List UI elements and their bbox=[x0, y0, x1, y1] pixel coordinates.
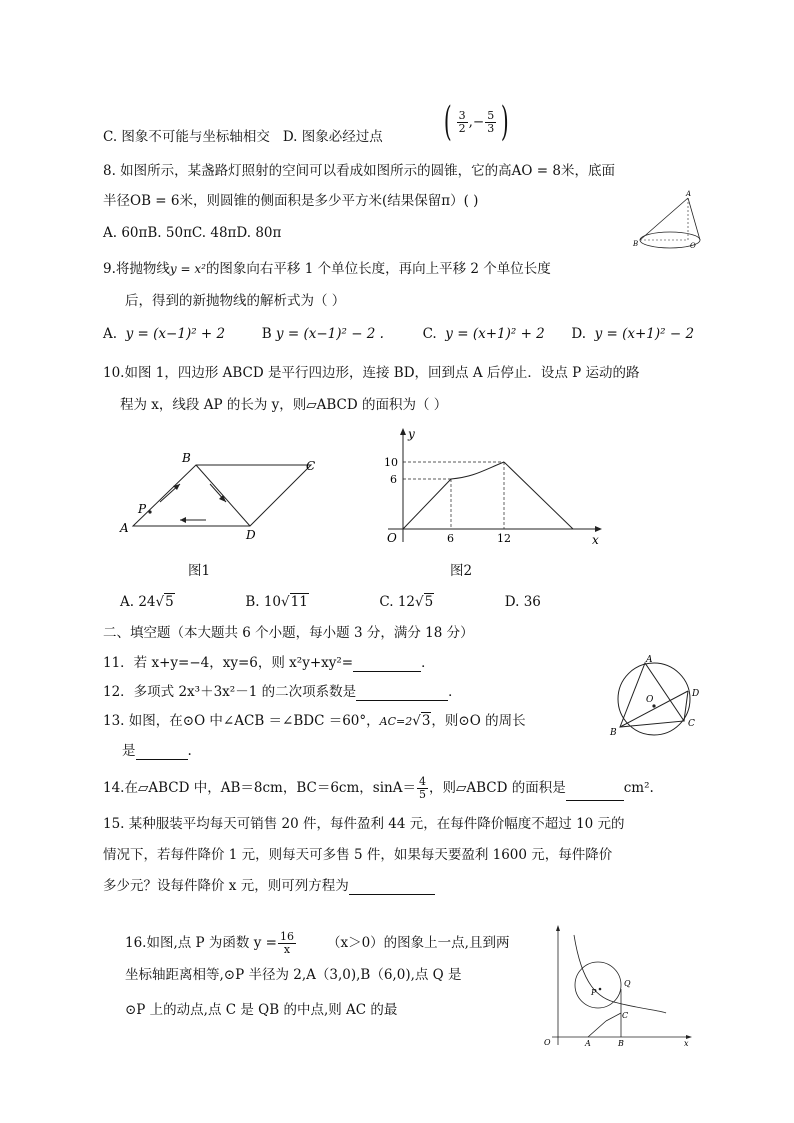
q16-line2: 坐标轴距离相等,⊙P 半径为 2,A（3,0),B（6,0),点 Q 是 bbox=[125, 967, 462, 983]
q10-opt-c-radicand: 5 bbox=[424, 594, 434, 610]
q9-opt-c-label: C. bbox=[422, 326, 437, 342]
q16-label-c: C bbox=[622, 1011, 629, 1020]
q13-ac-radicand: 3 bbox=[421, 713, 431, 729]
cone-label-apex: A bbox=[686, 190, 692, 198]
fig1-label-p: P bbox=[138, 502, 147, 516]
q9-opt-b: y = (x−1)² − 2 . bbox=[275, 326, 384, 342]
q10-line2: 程为 x，线段 AP 的长为 y，则▱ABCD 的面积为（ ） bbox=[120, 397, 448, 413]
q16-label-b: B bbox=[618, 1039, 624, 1048]
q14-text-b: ，则▱ABCD 的面积是 bbox=[428, 780, 566, 796]
q13-line2 bbox=[122, 742, 192, 760]
q12-answer-blank[interactable] bbox=[356, 686, 448, 701]
q11-end: ． bbox=[421, 655, 435, 671]
q15-line3-text: 多少元？设每件降价 x 元，则可列方程为 bbox=[103, 878, 349, 894]
q15-answer-blank[interactable] bbox=[349, 880, 435, 895]
q9-text-a: 9.将抛物线 bbox=[103, 261, 170, 277]
q7-comma: , bbox=[468, 114, 473, 130]
q7-point: ( $\frac{3}{2}$ , − $\frac{5}{3}$ ) bbox=[443, 99, 509, 145]
q7-y-frac: $\frac{5}{3}$ bbox=[487, 108, 495, 135]
q9-options bbox=[103, 325, 694, 343]
q12-text: 12．多项式 2x³＋3x²－1 的二次项系数是 bbox=[103, 684, 357, 700]
q13-line2-text: 是 bbox=[122, 743, 136, 759]
q7-opt-c-text: C. 图象不可能与坐标轴相交 bbox=[103, 129, 270, 145]
q13-label-d: D bbox=[692, 689, 700, 699]
q10-opt-b: B. 10 bbox=[245, 594, 281, 610]
q9-opt-d-label: D. bbox=[571, 326, 586, 342]
q10-options: A. 24√5 B. 10√11 C. 12√5 D. 36 bbox=[120, 594, 541, 610]
cone-label-center: O bbox=[690, 242, 696, 250]
q14-answer-blank[interactable] bbox=[566, 786, 624, 801]
q13-end: . bbox=[187, 743, 192, 759]
cone-figure bbox=[630, 190, 710, 262]
fig2-label-y6: 6 bbox=[390, 473, 397, 486]
q13-text-a: 13. 如图，在⊙O 中∠ACB ＝∠BDC ＝60°， bbox=[103, 713, 380, 729]
q10-opt-a: A. 24 bbox=[120, 594, 156, 610]
cone-label-left: B bbox=[633, 240, 639, 248]
q7-option-c bbox=[103, 128, 383, 146]
q16-fraction: $\frac{16}{x}$ bbox=[279, 930, 294, 956]
q9-equation: y = x² bbox=[169, 262, 206, 276]
fig2-x-arrow bbox=[595, 526, 602, 532]
q9-opt-c: y = (x+1)² + 2 bbox=[445, 326, 545, 342]
fig2-caption: 图2 bbox=[450, 563, 473, 579]
q9-opt-b-label: B bbox=[261, 326, 272, 342]
q13-answer-blank[interactable] bbox=[136, 745, 188, 760]
q10-figure1 bbox=[118, 450, 328, 550]
q15-line3 bbox=[103, 877, 435, 895]
point-p bbox=[599, 988, 602, 991]
q14-fraction: $\frac{4}{5}$ bbox=[418, 775, 426, 801]
q10-opt-c: C. 12 bbox=[379, 594, 415, 610]
q10-figure2 bbox=[378, 424, 603, 549]
q16-y-arrow bbox=[556, 925, 560, 931]
q9-text-b: 的图象向右平移 1 个单位长度，再向上平移 2 个单位长度 bbox=[205, 261, 551, 277]
q8-options: A. 60πB. 50πC. 48πD. 80π bbox=[103, 225, 282, 241]
q14 bbox=[103, 776, 654, 801]
hyperbola bbox=[574, 935, 666, 1013]
q10-opt-d: D. 36 bbox=[504, 594, 541, 610]
fig2-label-x: x bbox=[592, 533, 599, 547]
q15-line2: 情况下，若每件降价 1 元，则每天可多售 5 件，如果每天要盈利 1600 元，每件降价 bbox=[103, 847, 613, 863]
segment-ac bbox=[588, 1021, 606, 1037]
fig2-label-x6: 6 bbox=[447, 532, 454, 545]
fig2-label-x12: 12 bbox=[497, 532, 511, 545]
q11 bbox=[103, 654, 435, 672]
q13-label-c: C bbox=[688, 719, 695, 729]
q12-end: ． bbox=[448, 684, 462, 700]
q11-answer-blank[interactable] bbox=[353, 657, 421, 672]
fig1-label-a: A bbox=[120, 521, 129, 535]
q9-opt-d: y = (x+1)² − 2 bbox=[594, 326, 695, 342]
fig2-curve-mid bbox=[451, 462, 504, 479]
q16-label-q: Q bbox=[624, 979, 631, 988]
fig2-y-arrow bbox=[400, 428, 406, 435]
fig1-label-d: D bbox=[246, 528, 256, 542]
fig1-label-b: B bbox=[182, 451, 191, 465]
q7-x-frac: $\frac{3}{2}$ bbox=[458, 108, 466, 135]
arrow-da-head bbox=[180, 517, 186, 523]
fig1-label-c: C bbox=[306, 459, 316, 473]
q8-line2: 半径OB = 6米，则圆锥的侧面积是多少平方米(结果保留π）( ) bbox=[103, 193, 479, 209]
q7-opt-d-text: D. 图象必经过点 bbox=[282, 129, 383, 145]
q13-text-b: ，则⊙O 的周长 bbox=[431, 713, 526, 729]
fig2-label-origin: O bbox=[387, 531, 397, 545]
fig1-caption: 图1 bbox=[188, 563, 211, 579]
q16-text-a: 16.如图,点 P 为函数 y = bbox=[125, 935, 277, 951]
section-2-title: 二、填空题（本大题共 6 个小题，每小题 3 分，满分 18 分） bbox=[103, 625, 474, 641]
segment-c bbox=[606, 1013, 621, 1021]
q13-line1: 13. 如图，在⊙O 中∠ACB ＝∠BDC ＝60°，AC=2√3，则⊙O 的周长 bbox=[103, 713, 526, 729]
q13-label-b: B bbox=[610, 728, 617, 738]
q13-ac: AC=2 bbox=[379, 715, 413, 728]
point-p bbox=[148, 510, 151, 513]
q12 bbox=[103, 683, 462, 701]
q13-label-a: A bbox=[646, 655, 653, 665]
q9-opt-a-label: A. bbox=[103, 326, 118, 342]
parallelogram-abcd bbox=[133, 465, 311, 526]
q16-text-b: （x＞0）的图象上一点,且到两 bbox=[326, 935, 510, 951]
q14-text-a: 14.在▱ABCD 中，AB＝8cm，BC＝6cm，sinA＝ bbox=[103, 780, 416, 796]
q9-line1 bbox=[103, 260, 551, 278]
q13-label-o: O bbox=[646, 695, 654, 705]
q10-opt-a-radicand: 5 bbox=[165, 594, 174, 610]
fig2-label-y: y bbox=[408, 427, 415, 441]
q16-line1 bbox=[125, 931, 509, 956]
q9-line2: 后，得到的新抛物线的解析式为（ ） bbox=[125, 293, 346, 309]
q7-minus: − bbox=[472, 114, 485, 130]
q15-line1: 15. 某种服装平均每天可销售 20 件，每件盈利 44 元，在每件降价幅度不超过 10 元的 bbox=[103, 816, 625, 832]
q10-opt-b-radicand: 11 bbox=[290, 594, 308, 610]
q16-label-p: P bbox=[591, 988, 597, 997]
fig2-curve bbox=[403, 479, 451, 529]
q16-label-x: x bbox=[684, 1039, 689, 1048]
q11-text: 11．若 x+y=−4，xy=6，则 x²y+xy²= bbox=[103, 655, 354, 671]
q16-line3: ⊙P 上的动点,点 C 是 QB 的中点,则 AC 的最 bbox=[125, 1002, 398, 1018]
q16-label-o: O bbox=[544, 1038, 551, 1047]
q16-label-a: A bbox=[585, 1039, 591, 1048]
q13-circle-figure bbox=[608, 655, 708, 740]
q16-figure bbox=[538, 925, 696, 1047]
fig2-label-y10: 10 bbox=[384, 456, 398, 469]
q9-opt-a: y = (x−1)² + 2 bbox=[125, 326, 226, 342]
q8-line1: 8. 如图所示，某盏路灯照射的空间可以看成如图所示的圆锥，它的高AO = 8米，底面 bbox=[103, 163, 615, 179]
q14-text-c: cm². bbox=[623, 780, 654, 796]
q10-line1: 10.如图 1，四边形 ABCD 是平行四边形，连接 BD，回到点 A 后停止．设点 P 运动的路 bbox=[103, 365, 640, 381]
cone-left-edge bbox=[640, 198, 688, 240]
circle-p bbox=[575, 962, 621, 1008]
fig2-curve-down bbox=[504, 462, 573, 529]
